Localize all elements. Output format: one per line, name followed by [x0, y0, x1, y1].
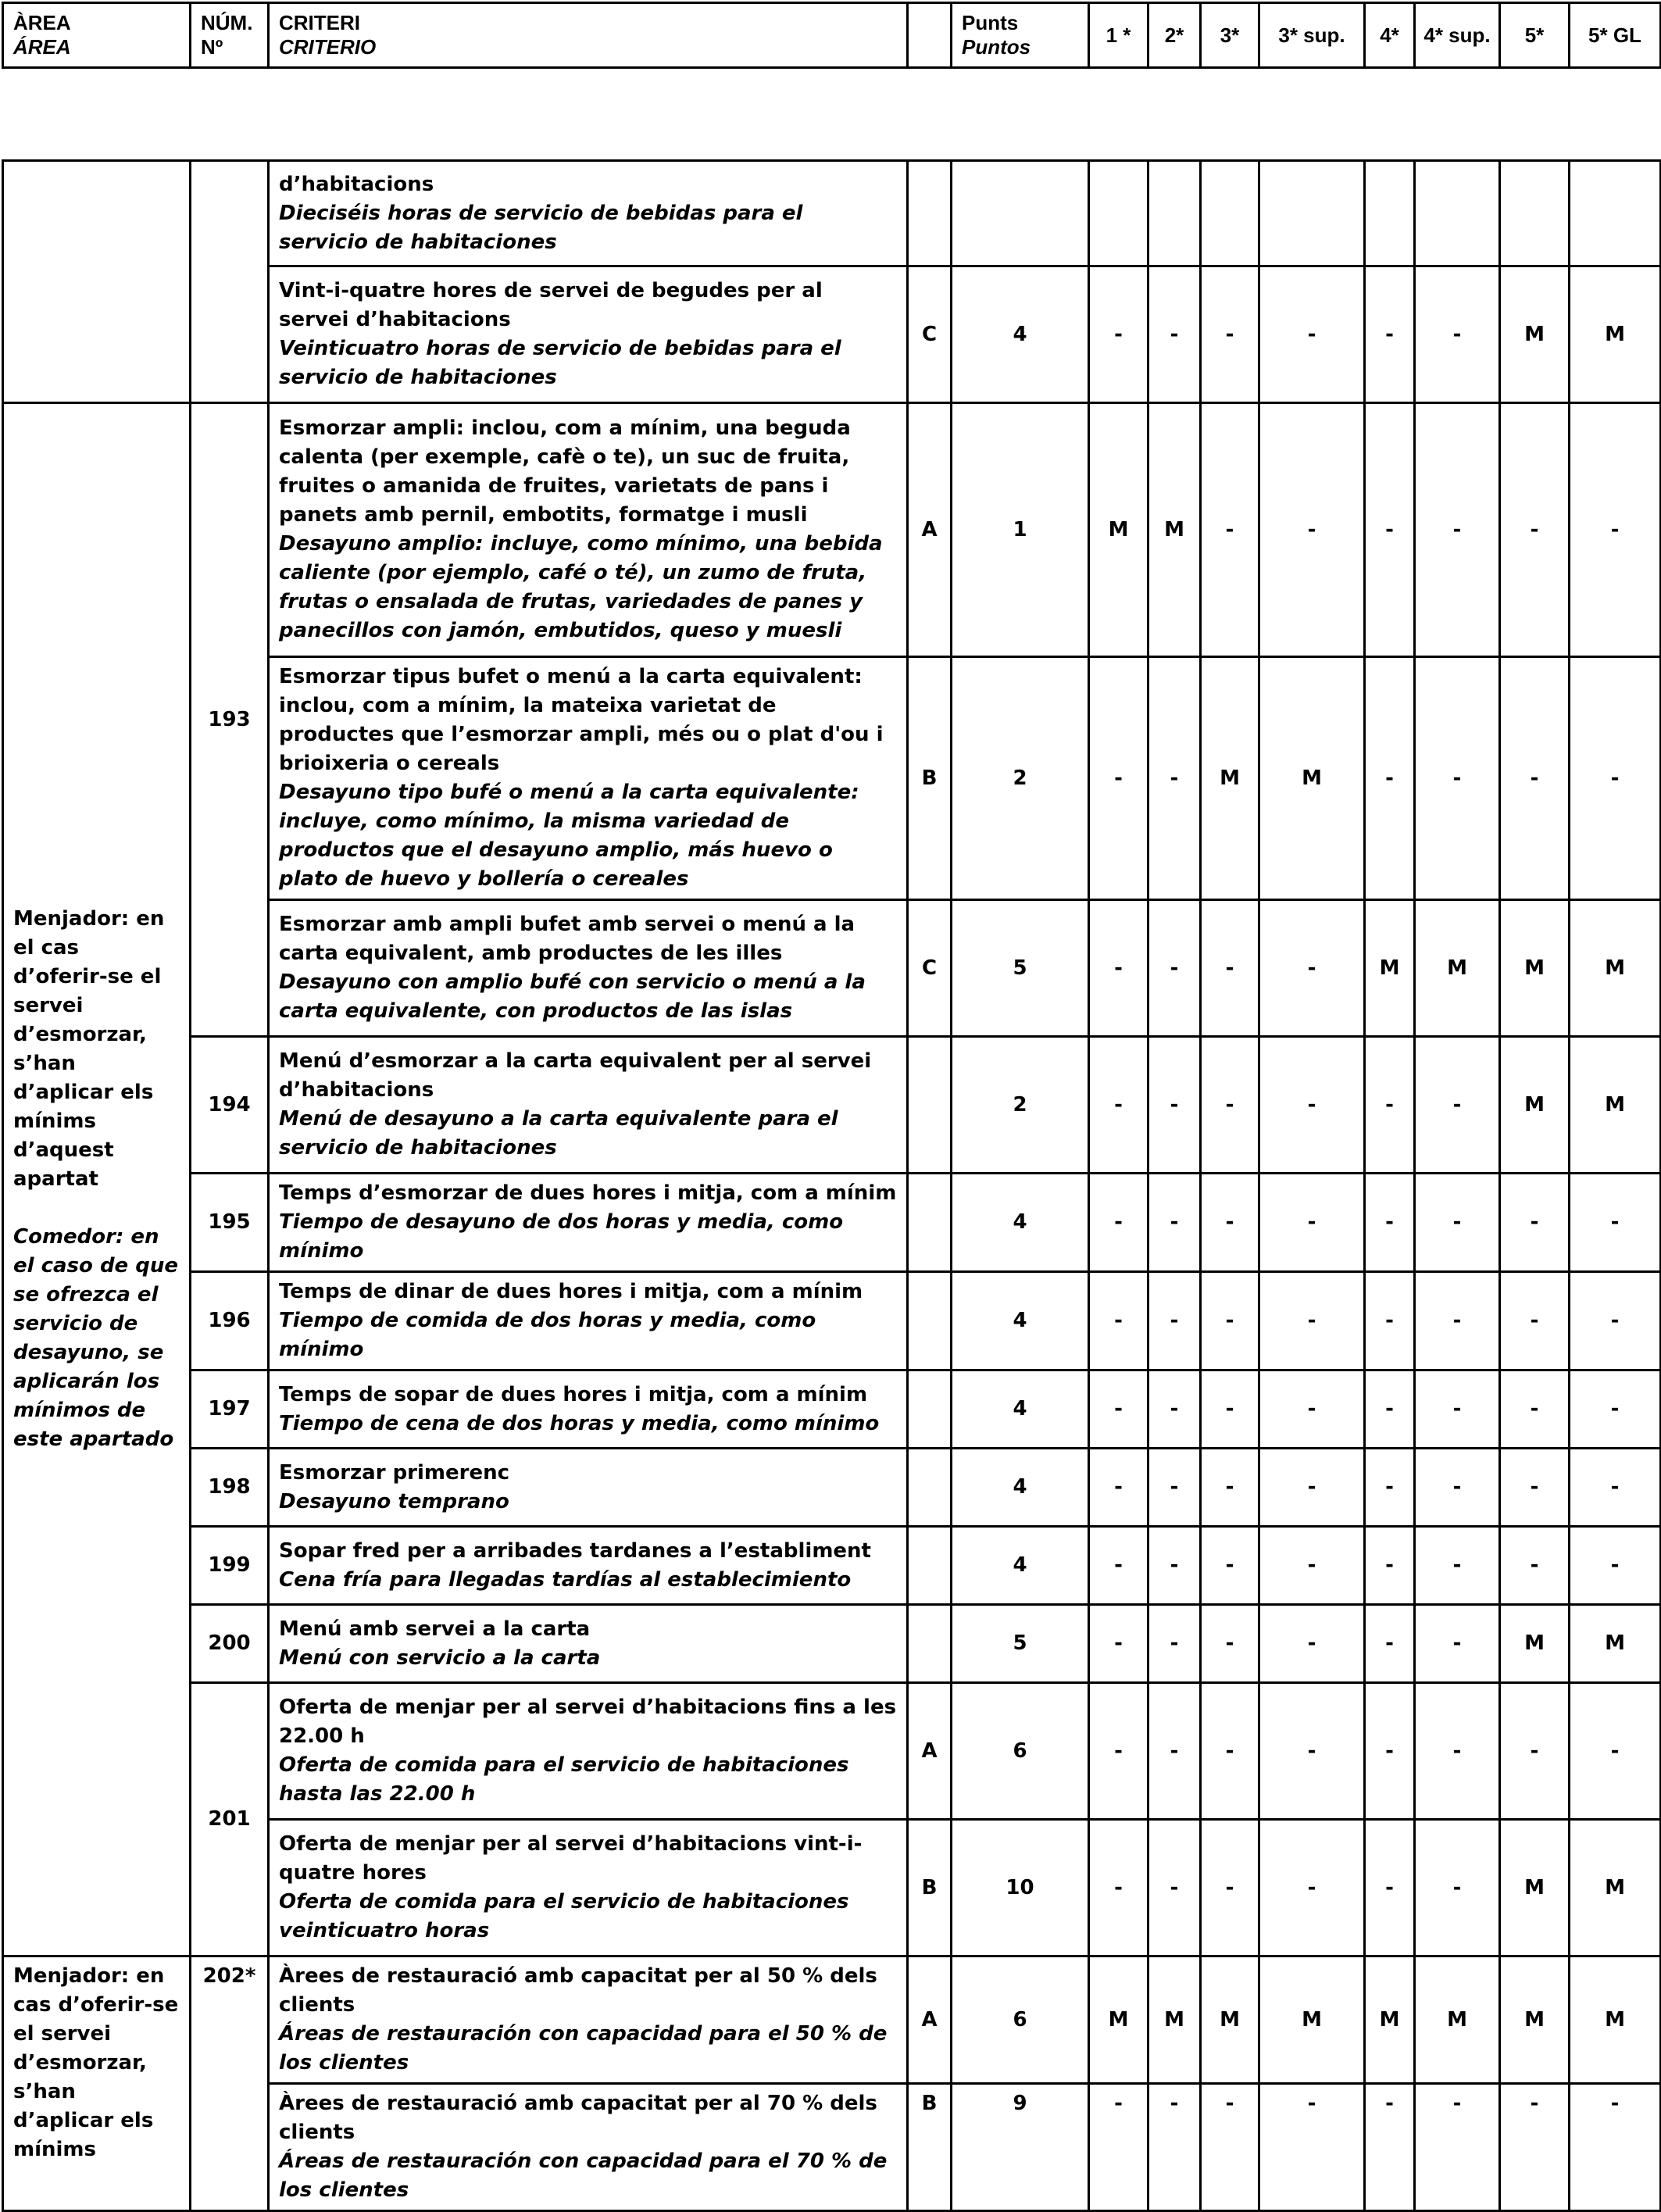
category-cell: - — [1148, 2084, 1201, 2211]
criteria-es: Tiempo de desayuno de dos horas y media, como mínimo — [279, 1210, 844, 1263]
area-spacer — [13, 1194, 180, 1223]
category-cell: M — [1415, 900, 1500, 1037]
category-cell — [1089, 161, 1148, 266]
category-cell: - — [1259, 1449, 1365, 1527]
criteria-es: Oferta de comida para el servicio de habitaciones hasta las 22.00 h — [279, 1753, 849, 1806]
criteria-ca: Oferta de menjar per al servei d’habitacions vint-i-quatre hores — [279, 1832, 863, 1885]
category-cell: - — [1500, 657, 1570, 900]
category-cell: M — [1570, 1956, 1661, 2084]
category-cell: - — [1415, 1820, 1500, 1956]
category-cell: M — [1570, 1037, 1661, 1174]
option-cell — [908, 1174, 952, 1272]
header-cat: 4* — [1365, 3, 1415, 68]
header-cat: 3* sup. — [1259, 3, 1365, 68]
category-cell: - — [1201, 1820, 1259, 1956]
category-cell: M — [1500, 266, 1570, 403]
category-cell: - — [1148, 1037, 1201, 1174]
points-cell: 5 — [952, 1605, 1089, 1683]
category-cell: - — [1500, 1174, 1570, 1272]
category-cell: - — [1089, 1272, 1148, 1370]
category-cell: - — [1415, 657, 1500, 900]
category-cell: - — [1148, 1683, 1201, 1820]
area-cell-menjador-2 — [3, 1956, 191, 2211]
category-cell: - — [1148, 1449, 1201, 1527]
category-cell: - — [1570, 1174, 1661, 1272]
category-cell: - — [1365, 1272, 1415, 1370]
header-crit-es: CRITERIO — [279, 35, 377, 59]
category-cell: - — [1148, 900, 1201, 1037]
category-cell: - — [1500, 403, 1570, 657]
category-cell: - — [1415, 1272, 1500, 1370]
criteria-cell — [269, 403, 908, 657]
criteria-es: Tiempo de cena de dos horas y media, como mínimo — [279, 1411, 880, 1435]
criteria-es: Desayuno temprano — [279, 1489, 509, 1513]
criteria-ca: Esmorzar tipus bufet o menú a la carta equivalent: inclou, com a mínim, la mateixa varietat de productes que l’esmorzar ampli, més ou o plat d'ou i brioixeria o cereals — [279, 665, 884, 775]
category-cell: - — [1365, 2084, 1415, 2211]
area-ca: Menjador: en el cas d’oferir-se el servei d’esmorzar, s’han d’aplicar els mínims d’aquest apartat — [13, 907, 165, 1191]
category-cell: - — [1089, 1820, 1148, 1956]
option-cell — [908, 1272, 952, 1370]
points-cell: 2 — [952, 657, 1089, 900]
points-cell: 9 — [952, 2084, 1089, 2211]
category-cell: - — [1089, 1683, 1148, 1820]
criteria-ca: Àrees de restauració amb capacitat per al 70 % dels clients — [279, 2092, 877, 2144]
category-cell: - — [1089, 266, 1148, 403]
category-cell: - — [1415, 1605, 1500, 1683]
option-cell: A — [908, 403, 952, 657]
category-cell: - — [1259, 1272, 1365, 1370]
category-cell: - — [1148, 657, 1201, 900]
points-cell: 5 — [952, 900, 1089, 1037]
header-cat: 2* — [1148, 3, 1201, 68]
category-cell: - — [1500, 1370, 1570, 1449]
category-cell: - — [1365, 1449, 1415, 1527]
category-cell: M — [1089, 403, 1148, 657]
category-cell: M — [1201, 657, 1259, 900]
table-row — [3, 161, 1661, 266]
criteria-es: Desayuno tipo bufé o menú a la carta equivalente: incluye, como mínimo, la misma variedad de productos que el desayuno amplio, más huevo o plato de huevo y bollería o cereales — [279, 781, 859, 891]
criteria-cell — [269, 1449, 908, 1527]
criteria-cell — [269, 1956, 908, 2084]
criteria-ca: Vint-i-quatre hores de servei de begudes per al servei d’habitacions — [279, 279, 823, 331]
criteria-es: Menú de desayuno a la carta equivalente para el servicio de habitaciones — [279, 1107, 838, 1160]
category-cell — [1148, 161, 1201, 266]
category-cell: - — [1365, 1527, 1415, 1605]
category-cell: - — [1415, 1449, 1500, 1527]
category-cell: - — [1148, 1820, 1201, 1956]
points-cell: 10 — [952, 1820, 1089, 1956]
table-row — [3, 1037, 1661, 1174]
table-row — [3, 1174, 1661, 1272]
category-cell: - — [1089, 1174, 1148, 1272]
category-cell: - — [1089, 1449, 1148, 1527]
category-cell: M — [1148, 403, 1201, 657]
category-cell — [1201, 161, 1259, 266]
option-cell — [908, 1370, 952, 1449]
category-cell: M — [1570, 1605, 1661, 1683]
criteria-ca: Sopar fred per a arribades tardanes a l’establiment — [279, 1538, 871, 1563]
category-cell: - — [1570, 2084, 1661, 2211]
num-cell: 195 — [191, 1174, 269, 1272]
criteria-cell — [269, 1820, 908, 1956]
option-cell: C — [908, 900, 952, 1037]
criteria-cell — [269, 2084, 908, 2211]
category-cell: - — [1415, 1037, 1500, 1174]
category-cell: - — [1415, 1370, 1500, 1449]
category-cell: - — [1500, 1527, 1570, 1605]
criteria-es: Veinticuatro horas de servicio de bebidas para el servicio de habitaciones — [279, 337, 841, 389]
category-cell: - — [1415, 1527, 1500, 1605]
points-cell: 4 — [952, 1370, 1089, 1449]
table-row — [3, 1527, 1661, 1605]
category-cell: - — [1259, 1820, 1365, 1956]
category-cell: - — [1365, 1037, 1415, 1174]
criteria-es: Desayuno amplio: incluye, como mínimo, una bebida caliente (por ejemplo, café o té), un zumo de fruta, frutas o ensalada de frutas, variedades de panes y panecillos con jamón, embutidos, queso y muesli — [279, 532, 883, 642]
header-table — [2, 2, 1661, 69]
category-cell: M — [1259, 657, 1365, 900]
criteria-ca: Esmorzar amb ampli bufet amb servei o menú a la carta equivalent, amb productes de les illes — [279, 913, 856, 965]
criteria-table — [2, 159, 1661, 2212]
category-cell: - — [1089, 900, 1148, 1037]
criteria-ca: Esmorzar primerenc — [279, 1460, 510, 1485]
area-cell-menjador — [3, 403, 191, 1956]
header-criteri — [269, 3, 908, 68]
category-cell: - — [1201, 2084, 1259, 2211]
num-cell: 200 — [191, 1605, 269, 1683]
header-area-es: ÁREA — [13, 35, 71, 59]
category-cell: - — [1148, 1605, 1201, 1683]
criteria-ca: Oferta de menjar per al servei d’habitacions fins a les 22.00 h — [279, 1696, 897, 1748]
category-cell: - — [1259, 1037, 1365, 1174]
category-cell: - — [1570, 403, 1661, 657]
category-cell: - — [1259, 900, 1365, 1037]
category-cell: M — [1365, 1956, 1415, 2084]
table-row — [3, 1605, 1661, 1683]
category-cell: - — [1201, 900, 1259, 1037]
num-cell — [191, 161, 269, 403]
category-cell: - — [1365, 1174, 1415, 1272]
category-cell: - — [1365, 657, 1415, 900]
header-punts-es: Puntos — [962, 35, 1031, 59]
option-cell: C — [908, 266, 952, 403]
category-cell: M — [1259, 1956, 1365, 2084]
category-cell: - — [1201, 1683, 1259, 1820]
category-cell: - — [1089, 2084, 1148, 2211]
criteria-es: Menú con servicio a la carta — [279, 1646, 601, 1670]
category-cell: - — [1415, 266, 1500, 403]
category-cell: - — [1089, 1370, 1148, 1449]
table-row — [3, 1272, 1661, 1370]
area-cell-empty — [3, 161, 191, 403]
num-cell: 196 — [191, 1272, 269, 1370]
criteria-cell — [269, 1527, 908, 1605]
option-cell: B — [908, 1820, 952, 1956]
header-cat: 1 * — [1089, 3, 1148, 68]
category-cell — [1500, 161, 1570, 266]
category-cell: - — [1365, 1370, 1415, 1449]
category-cell: - — [1201, 1174, 1259, 1272]
category-cell: M — [1500, 900, 1570, 1037]
criteria-cell — [269, 1174, 908, 1272]
header-area — [3, 3, 191, 68]
category-cell: - — [1259, 1174, 1365, 1272]
num-cell: 194 — [191, 1037, 269, 1174]
criteria-es: Cena fría para llegadas tardías al establecimiento — [279, 1567, 852, 1592]
category-cell: M — [1570, 900, 1661, 1037]
criteria-cell — [269, 1272, 908, 1370]
points-cell — [952, 161, 1089, 266]
option-cell — [908, 1527, 952, 1605]
criteria-es: Oferta de comida para el servicio de habitaciones veinticuatro horas — [279, 1890, 849, 1942]
category-cell: M — [1570, 266, 1661, 403]
header-crit-ca: CRITERI — [279, 11, 360, 34]
criteria-cell — [269, 1605, 908, 1683]
criteria-es: Áreas de restauración con capacidad para el 70 % de los clientes — [279, 2149, 888, 2202]
points-cell: 4 — [952, 1527, 1089, 1605]
points-cell: 4 — [952, 266, 1089, 403]
option-cell: B — [908, 657, 952, 900]
header-num-ca: NÚM. — [201, 11, 253, 34]
criteria-es: Tiempo de comida de dos horas y media, como mínimo — [279, 1309, 816, 1361]
option-cell — [908, 1449, 952, 1527]
category-cell: - — [1201, 266, 1259, 403]
points-cell: 6 — [952, 1683, 1089, 1820]
category-cell: - — [1201, 1272, 1259, 1370]
category-cell: - — [1365, 266, 1415, 403]
category-cell: - — [1415, 1683, 1500, 1820]
category-cell: - — [1259, 1370, 1365, 1449]
criteria-ca: Àrees de restauració amb capacitat per al 50 % dels clients — [279, 1964, 877, 2017]
criteria-es: Áreas de restauración con capacidad para el 50 % de los clientes — [279, 2022, 888, 2074]
category-cell: M — [1365, 900, 1415, 1037]
category-cell: - — [1089, 657, 1148, 900]
category-cell: - — [1148, 1174, 1201, 1272]
criteria-es: Desayuno con amplio bufé con servicio o menú a la carta equivalente, con productos de las islas — [279, 970, 866, 1023]
points-cell: 4 — [952, 1174, 1089, 1272]
header-option — [908, 3, 952, 68]
option-cell — [908, 1037, 952, 1174]
category-cell: - — [1500, 2084, 1570, 2211]
num-cell: 202* — [191, 1956, 269, 2211]
category-cell: - — [1570, 1272, 1661, 1370]
criteria-es: Dieciséis horas de servicio de bebidas para el servicio de habitaciones — [279, 201, 803, 254]
criteria-cell — [269, 266, 908, 403]
option-cell — [908, 1605, 952, 1683]
num-cell: 198 — [191, 1449, 269, 1527]
category-cell: M — [1148, 1956, 1201, 2084]
header-punts — [952, 3, 1089, 68]
category-cell: - — [1089, 1527, 1148, 1605]
area-es: Comedor: en el caso de que se ofrezca el servicio de desayuno, se aplicarán los mínimos de este apartado — [13, 1225, 178, 1451]
category-cell: - — [1259, 403, 1365, 657]
criteria-cell — [269, 1683, 908, 1820]
category-cell: - — [1148, 1272, 1201, 1370]
table-row — [3, 1683, 1661, 1820]
category-cell: - — [1500, 1449, 1570, 1527]
option-cell — [908, 161, 952, 266]
header-num — [191, 3, 269, 68]
table-row — [3, 403, 1661, 657]
header-cat: 5* — [1500, 3, 1570, 68]
num-cell: 193 — [191, 403, 269, 1037]
criteria-ca: Temps de dinar de dues hores i mitja, com a mínim — [279, 1280, 863, 1303]
category-cell — [1415, 161, 1500, 266]
num-cell: 199 — [191, 1527, 269, 1605]
points-cell: 6 — [952, 1956, 1089, 2084]
category-cell: - — [1201, 1037, 1259, 1174]
category-cell — [1259, 161, 1365, 266]
category-cell: M — [1500, 1820, 1570, 1956]
category-cell: - — [1259, 266, 1365, 403]
category-cell: - — [1500, 1683, 1570, 1820]
category-cell: - — [1259, 1527, 1365, 1605]
category-cell: - — [1570, 1370, 1661, 1449]
category-cell: M — [1570, 1820, 1661, 1956]
points-cell: 4 — [952, 1449, 1089, 1527]
points-cell: 4 — [952, 1272, 1089, 1370]
category-cell: - — [1365, 403, 1415, 657]
criteria-cell — [269, 900, 908, 1037]
category-cell: - — [1570, 657, 1661, 900]
num-cell: 197 — [191, 1370, 269, 1449]
category-cell: - — [1570, 1527, 1661, 1605]
header-cat: 5* GL — [1570, 3, 1661, 68]
category-cell: - — [1148, 1370, 1201, 1449]
criteria-cell — [269, 1370, 908, 1449]
criteria-ca: Menú amb servei a la carta — [279, 1617, 591, 1641]
category-cell: - — [1201, 1527, 1259, 1605]
table-row — [3, 1449, 1661, 1527]
header-cat: 3* — [1201, 3, 1259, 68]
category-cell: - — [1365, 1820, 1415, 1956]
category-cell: - — [1089, 1037, 1148, 1174]
category-cell: M — [1089, 1956, 1148, 2084]
category-cell: - — [1201, 1605, 1259, 1683]
criteria-ca: Menú d’esmorzar a la carta equivalent per al servei d’habitacions — [279, 1049, 872, 1102]
category-cell — [1570, 161, 1661, 266]
category-cell: M — [1201, 1956, 1259, 2084]
category-cell: - — [1415, 403, 1500, 657]
category-cell: M — [1500, 1605, 1570, 1683]
header-punts-ca: Punts — [962, 11, 1019, 34]
category-cell: - — [1201, 1370, 1259, 1449]
category-cell: - — [1365, 1683, 1415, 1820]
num-cell: 201 — [191, 1683, 269, 1956]
header-num-es: Nº — [201, 35, 223, 59]
criteria-ca: Temps de sopar de dues hores i mitja, com a mínim — [279, 1382, 868, 1406]
criteria-ca: d’habitacions — [279, 172, 434, 196]
category-cell: - — [1148, 266, 1201, 403]
header-row — [3, 3, 1661, 68]
category-cell: - — [1201, 1449, 1259, 1527]
category-cell: - — [1201, 403, 1259, 657]
header-cat: 4* sup. — [1415, 3, 1500, 68]
criteria-cell — [269, 161, 908, 266]
category-cell: M — [1500, 1037, 1570, 1174]
points-cell: 2 — [952, 1037, 1089, 1174]
option-cell: A — [908, 1956, 952, 2084]
category-cell: - — [1500, 1272, 1570, 1370]
table-row — [3, 1956, 1661, 2084]
category-cell: - — [1259, 1683, 1365, 1820]
category-cell: - — [1089, 1605, 1148, 1683]
category-cell: - — [1148, 1527, 1201, 1605]
option-cell: B — [908, 2084, 952, 2211]
category-cell: - — [1259, 2084, 1365, 2211]
category-cell: M — [1500, 1956, 1570, 2084]
category-cell — [1365, 161, 1415, 266]
table-row — [3, 1370, 1661, 1449]
category-cell: - — [1415, 2084, 1500, 2211]
option-cell: A — [908, 1683, 952, 1820]
criteria-cell — [269, 657, 908, 900]
category-cell: - — [1415, 1174, 1500, 1272]
category-cell: - — [1365, 1605, 1415, 1683]
category-cell: - — [1570, 1683, 1661, 1820]
area-ca: Menjador: en cas d’oferir-se el servei d’esmorzar, s’han d’aplicar els mínims — [13, 1964, 179, 2161]
points-cell: 1 — [952, 403, 1089, 657]
criteria-ca: Esmorzar ampli: inclou, com a mínim, una beguda calenta (per exemple, cafè o te), un suc de fruita, fruites o amanida de fruites, varietats de pans i panets amb pernil, embotits, formatge i musli — [279, 416, 851, 527]
category-cell: M — [1415, 1956, 1500, 2084]
header-area-ca: ÀREA — [13, 11, 71, 34]
category-cell: - — [1259, 1605, 1365, 1683]
category-cell: - — [1570, 1449, 1661, 1527]
criteria-ca: Temps d’esmorzar de dues hores i mitja, com a mínim — [279, 1181, 897, 1205]
criteria-cell — [269, 1037, 908, 1174]
